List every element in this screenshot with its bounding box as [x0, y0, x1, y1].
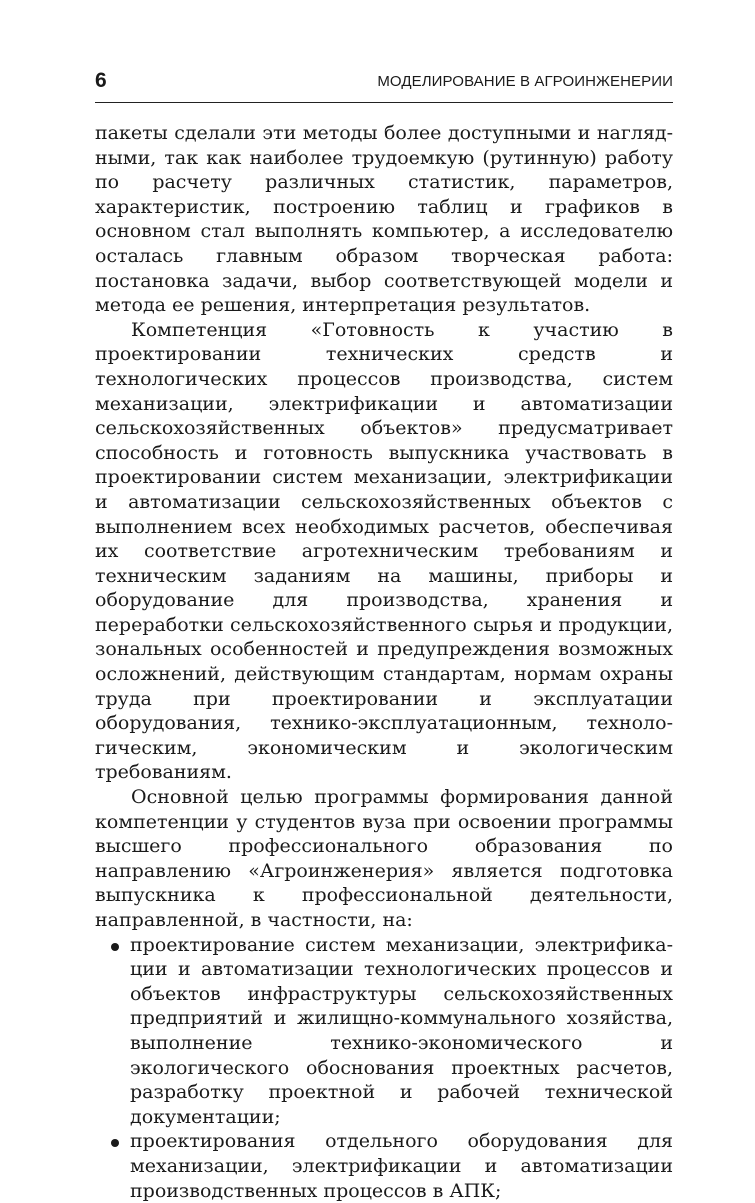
- paragraph-competence: Компетенция «Готовность к участию в проектировании технических средств и технологических процессов производства, систем механизации, электрификации и автоматизации сельскохозяйственных объектов» предусматривает способность и готовность выпускника участвовать в проектировании систем механизации, электрификации и автоматизации сельскохозяйственных объектов с выполнением всех необходимых расчетов, обеспечивая их соответствие агротехническим требованиям и техническим заданиям на машины, приборы и оборудование для производства, хранения и переработки сельскохозяйственного сырья и продукции, зональных особенностей и предупреждения возможных осложнений, действующим стандартам, нормам охраны труда при проектировании и эксплуатации оборудования, технико-эксплуатационным, технологическим, экономическим и экологическим требованиям.: [95, 318, 673, 784]
- running-title: МОДЕЛИРОВАНИЕ В АГРОИНЖЕНЕРИИ: [377, 73, 673, 90]
- list-item-text: проектирования отдельного оборудования для механизации, электрификации и автоматизации производственных процессов в АПК;: [130, 1130, 673, 1202]
- book-page: [95, 68, 673, 1203]
- list-item: [95, 1129, 673, 1203]
- paragraph-continuation: пакеты сделали эти методы более доступными и наглядными, так как наиболее трудоемкую (рутинную) работу по расчету различных статистик, параметров, характеристик, построению таблиц и графиков в основном стал выполнять компьютер, а исследователю осталась главным образом творческая работа: постановка задачи, выбор соответствующей модели и метода ее решения, интерпретация результатов.: [95, 122, 673, 317]
- bullet-list: [95, 933, 673, 1203]
- page-number: 6: [95, 69, 107, 92]
- bullet-icon: [111, 943, 119, 951]
- paragraph-goal: Основной целью программы формирования данной компетенции у студентов вуза при освоении программы высшего профессионального образования по направлению «Агроинженерия» является подготовка выпускника к профессиональной деятельности, направленной, в частности, на:: [95, 786, 673, 931]
- list-item-text: проектирование систем механизации, электрификации и автоматизации технологических процессов и объектов инфраструктуры сельскохозяйственных предприятий и жилищно-коммунального хозяйства, выполнение технико-экономического и экологического обоснования проектных расчетов, разработку проектной и рабочей технической документации;: [130, 933, 673, 1128]
- body-text: [95, 121, 673, 1203]
- page-header: [95, 68, 673, 103]
- bullet-icon: [111, 1139, 119, 1147]
- list-item: [95, 933, 673, 1130]
